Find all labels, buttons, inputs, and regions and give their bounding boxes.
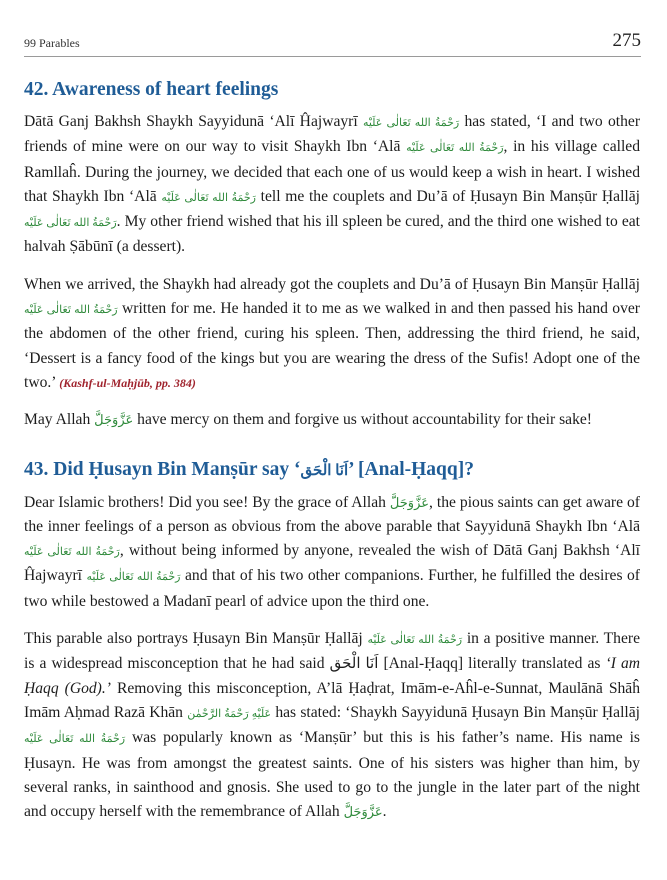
- section-42-paragraph-1: [24, 110, 640, 260]
- section-42-paragraph-2: [24, 273, 640, 395]
- text-span: , without being informed by anyone, revealed the wish of Dātā Ganj Bakhsh ‘Alī Ĥajwayrī: [24, 542, 640, 585]
- section-gap: [24, 433, 640, 456]
- text-span: was popularly known as ‘Manṣūr’ but this is his father’s name. His name is Ḥusayn. He was from amongst the greatest saints. One of his sisters was higher than him, by several ranks, in sainthood and gnosis. She used to go to the jungle in the later part of the night and occupy herself with the remembrance of Allah: [24, 729, 640, 821]
- text-span: tell me the couplets and Du’ā of Ḥusayn Bin Manṣūr Ḥallāj: [255, 187, 641, 205]
- heading-text: 43. Did Ḥusayn Bin Manṣūr say ‘: [24, 458, 301, 480]
- arabic-honorific: عَزَّوَجَلَّ: [389, 494, 429, 510]
- arabic-honorific: رَحْمَةُ الله تَعَالٰی عَلَيْه: [161, 191, 256, 204]
- paragraph-gap: [24, 395, 640, 408]
- section-42-heading: 42. Awareness of heart feelings: [24, 79, 279, 100]
- emphasis-text: ‘I am Ḥaqq (God).’: [24, 655, 641, 697]
- text-span: , the pious saints can get aware of the inner feelings of a person as obvious from the above parable that Sayyidunā Shaykh Ibn ‘Alā: [24, 493, 641, 535]
- section-43-paragraph-1: [24, 491, 640, 614]
- text-span: has stated: ‘Shaykh Sayyidunā Ḥusayn Bin Manṣūr Ḥallāj: [271, 703, 640, 721]
- text-span: May Allah: [24, 411, 95, 429]
- arabic-honorific: رَحْمَةُ الله تَعَالٰی عَلَيْه: [24, 733, 126, 746]
- text-span: This parable also portrays Ḥusayn Bin Manṣūr Ḥallāj: [24, 630, 363, 648]
- text-span: written for me. He handed it to me as we walked in and then passed his hand over the abdomen of the other friend, curing his spleen. Then, addressing the third friend, he said, ‘Dessert is a fancy food of the kings but you are wearing the dress of the Sufis! Adopt one of the two.’: [24, 300, 640, 391]
- section-43-paragraph-2: [24, 627, 640, 824]
- page-content: [24, 76, 640, 824]
- text-span: .: [382, 803, 387, 821]
- heading-text: ’ [Anal-Ḥaqq]?: [348, 458, 474, 480]
- text-span: in a positive manner. There is a widespread misconception that he had said: [24, 630, 640, 673]
- arabic-honorific: رَحْمَةُ الله تَعَالٰی عَلَيْه: [24, 217, 117, 230]
- section-42-paragraph-3: [24, 408, 640, 432]
- section-43-heading: [24, 456, 640, 485]
- text-span: Removing this misconception, A’lā Ḥaḍrat, Imām-e-Aĥl-e-Sunnat, Maulānā Shāĥ Imām Aḥmad Razā Khān: [24, 679, 641, 721]
- arabic-phrase: اَنَا الْحَق: [329, 656, 379, 673]
- text-span: , in his village called Ramllaĥ. During the journey, we decided that each one of us would keep a wish in heart. I wished that Shaykh Ibn ‘Alā: [24, 138, 640, 205]
- text-span: and that of his two other companions. Further, he fulfilled the desires of two while bestowed a Madanī pearl of advice upon the third one.: [24, 567, 640, 610]
- paragraph-gap: [24, 260, 640, 273]
- arabic-honorific: عَزَّوَجَلَّ: [343, 804, 383, 820]
- page-header: [24, 28, 641, 57]
- text-span: . My other friend wished that his ill spleen be cured, and the third one wished to eat halvah Ṣābūnī (a dessert).: [24, 213, 640, 256]
- arabic-honorific: رَحْمَةُ الله تَعَالٰی عَلَيْه: [406, 142, 504, 155]
- text-span: have mercy on them and forgive us without accountability for their sake!: [133, 411, 592, 429]
- arabic-honorific: عَزَّوَجَلَّ: [94, 412, 134, 428]
- book-title: 99 Parables: [24, 36, 80, 50]
- text-span: Dātā Ganj Bakhsh Shaykh Sayyidunā ‘Alī Ĥajwayrī: [24, 113, 358, 130]
- text-span: has stated, ‘I and two other friends of mine were on our way to visit Shaykh Ibn ‘Alā: [24, 113, 641, 156]
- arabic-honorific: رَحْمَةُ الله تَعَالٰی عَلَيْه: [86, 571, 181, 584]
- arabic-honorific: رَحْمَةُ الله تَعَالٰی عَلَيْه: [367, 634, 463, 647]
- citation-reference: (Kashf-ul-Maḥjūb, pp. 384): [59, 375, 196, 390]
- arabic-honorific: رَحْمَةُ الله تَعَالٰی عَلَيْه: [24, 304, 118, 317]
- arabic-honorific: رَحْمَةُ الله تَعَالٰی عَلَيْه: [362, 117, 460, 129]
- arabic-honorific: عَلَيْهِ رَحْمَةُ الرَّحْمٰن: [187, 707, 272, 720]
- page-number: 275: [612, 30, 641, 51]
- text-span: [Anal-Ḥaqq] literally translated as: [378, 655, 606, 673]
- text-span: Dear Islamic brothers! Did you see! By the grace of Allah: [24, 493, 390, 511]
- heading-arabic: اَنَا الْحَق: [300, 462, 349, 479]
- text-span: When we arrived, the Shaykh had already got the couplets and Du’ā of Ḥusayn Bin Manṣūr Ḥallāj: [24, 275, 640, 293]
- paragraph-gap: [24, 614, 640, 627]
- arabic-honorific: رَحْمَةُ الله تَعَالٰی عَلَيْه: [24, 546, 120, 559]
